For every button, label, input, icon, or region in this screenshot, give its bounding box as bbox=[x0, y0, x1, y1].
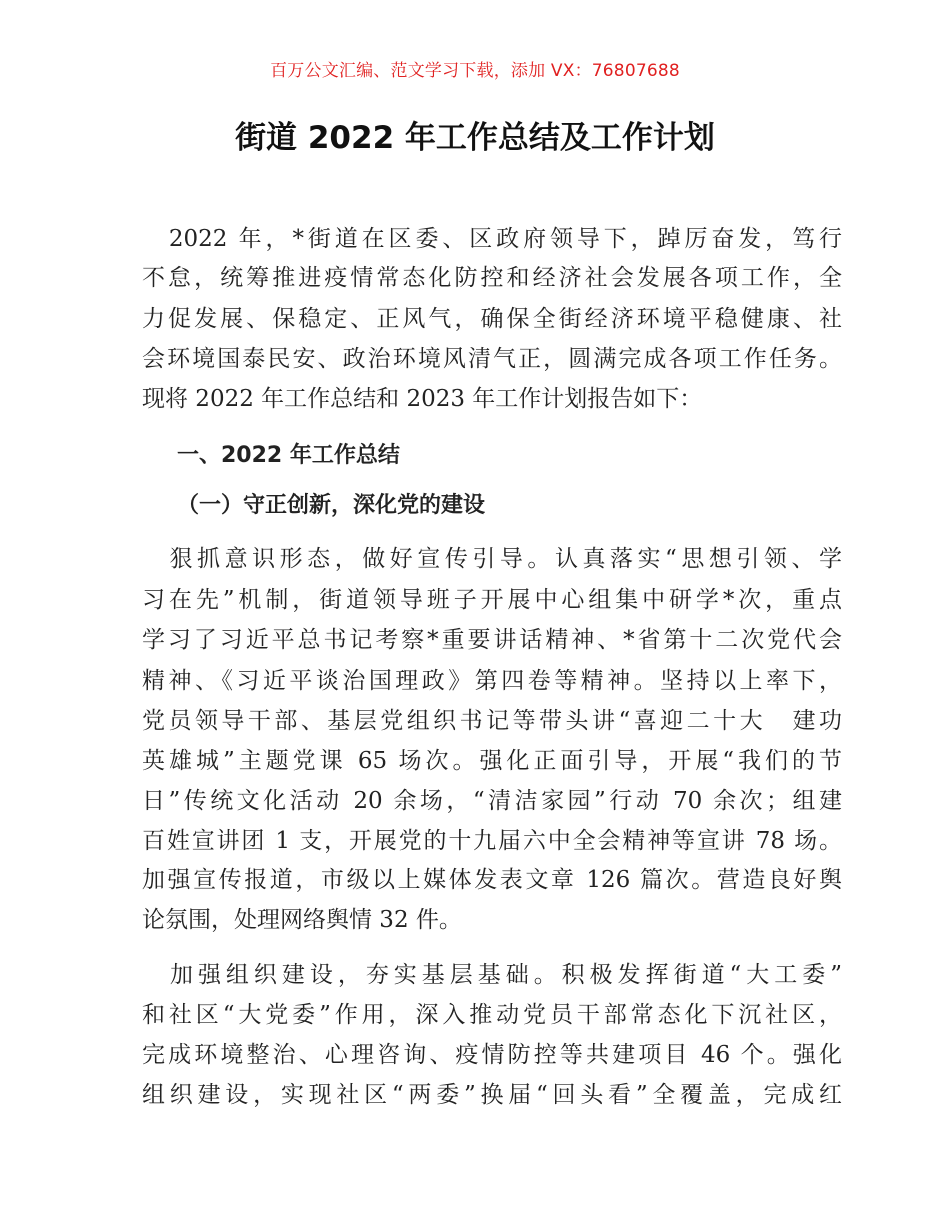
text-line: 论氛围，处理网络舆情 32 件。 bbox=[142, 907, 462, 933]
watermark: 百万公文汇编、范文学习下载，添加 VX：76807688 bbox=[270, 61, 680, 81]
section-heading: 一、2022 年工作总结 bbox=[177, 443, 400, 468]
text-line: 加强宣传报道，市级以上媒体发表文章 126 篇次。营造良好舆 bbox=[142, 867, 842, 893]
text-line: 学习了习近平总书记考察*重要讲话精神、*省第十二次党代会 bbox=[142, 627, 842, 653]
text-line: 党员领导干部、基层党组织书记等带头讲“喜迎二十大 建功 bbox=[142, 708, 842, 734]
text-line: 精神、《习近平谈治国理政》第四卷等精神。坚持以上率下， bbox=[142, 668, 842, 694]
text-line: 英雄城”主题党课 65 场次。强化正面引导，开展“我们的节 bbox=[142, 748, 842, 774]
text-line: 现将 2022 年工作总结和 2023 年工作计划报告如下： bbox=[142, 386, 703, 412]
subsection-heading: （一）守正创新，深化党的建设 bbox=[177, 493, 486, 518]
text-line: 力促发展、保稳定、正风气，确保全街经济环境平稳健康、社 bbox=[142, 306, 842, 332]
text-line: 习在先”机制，街道领导班子开展中心组集中研学*次，重点 bbox=[142, 587, 842, 613]
text-line: 2022 年，*街道在区委、区政府领导下，踔厉奋发，笃行 bbox=[142, 226, 842, 252]
text-line: 和社区“大党委”作用，深入推动党员干部常态化下沉社区， bbox=[142, 1002, 842, 1028]
text-line: 加强组织建设，夯实基层基础。积极发挥街道“大工委” bbox=[142, 962, 842, 988]
text-line: 百姓宣讲团 1 支，开展党的十九届六中全会精神等宣讲 78 场。 bbox=[142, 828, 842, 854]
text-line: 组织建设，实现社区“两委”换届“回头看”全覆盖，完成红 bbox=[142, 1082, 842, 1108]
text-line: 不怠，统筹推进疫情常态化防控和经济社会发展各项工作，全 bbox=[142, 265, 842, 291]
text-line: 狠抓意识形态，做好宣传引导。认真落实“思想引领、学 bbox=[142, 546, 842, 572]
document-title: 街道 2022 年工作总结及工作计划 bbox=[235, 120, 715, 156]
text-line: 会环境国泰民安、政治环境风清气正，圆满完成各项工作任务。 bbox=[142, 346, 842, 372]
text-line: 日”传统文化活动 20 余场，“清洁家园”行动 70 余次；组建 bbox=[142, 788, 842, 814]
text-line: 完成环境整治、心理咨询、疫情防控等共建项目 46 个。强化 bbox=[142, 1042, 842, 1068]
